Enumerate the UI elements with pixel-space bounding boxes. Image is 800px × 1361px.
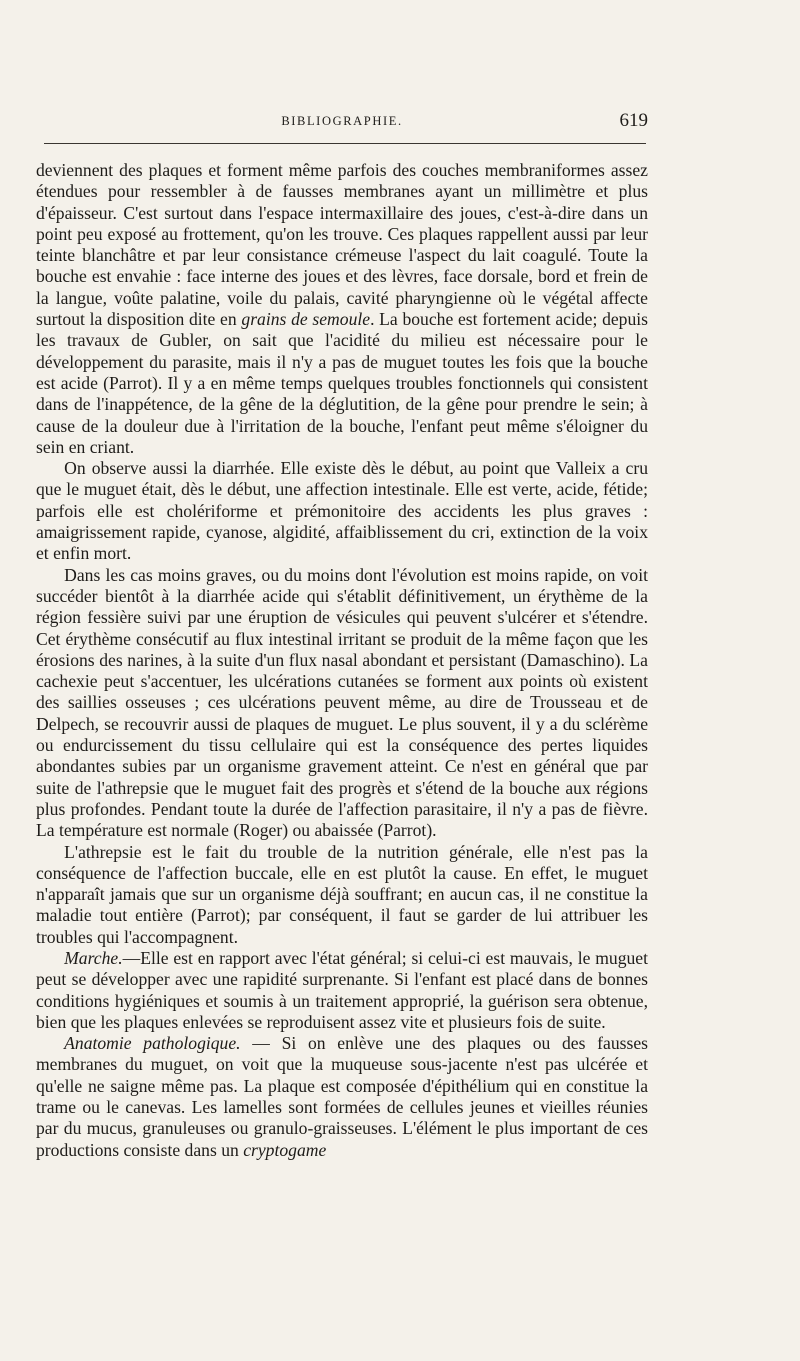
section-heading-italic: Marche.: [64, 947, 123, 968]
paragraph: [36, 1033, 648, 1161]
running-head: [36, 110, 648, 134]
page-number: 619: [619, 110, 648, 131]
paragraph-text: — Si on enlève une des plaques ou des fausses membranes du muguet, on voit que la muqueuse sous-jacente n'est pas ulcérée et qu'elle ne saigne même pas. La plaque est composée d'épithélium qui en constitue la trame ou le canevas. Les lamelles sont formées de cellules jeunes et vieilles réunies par du mucus, granuleuses ou granulo-graisseuses. L'élément le plus important de ces productions consiste dans un: [36, 1033, 648, 1160]
paragraph-text: L'athrepsie est le fait du trouble de la nutrition générale, elle n'est pas la conséquence de l'affection buccale, elle en est plutôt la cause. En effet, le muguet n'apparaît jamais que sur un organisme déjà souffrant; en aucun cas, il ne constitue la maladie tout entière (Parrot); par conséquent, il faut se garder de lui attribuer les troubles qui l'accompagnent.: [36, 841, 648, 947]
running-title: BIBLIOGRAPHIE.: [281, 114, 403, 128]
italic-term: cryptogame: [243, 1139, 327, 1160]
paragraph-text: . La bouche est fortement acide; depuis les travaux de Gubler, on sait que l'acidité du milieu est nécessaire pour le développement du parasite, mais il n'y a pas de muguet toutes les fois que la bouche est acide (Parrot). Il y a en même temps quelques troubles fonctionnels qui consistent dans de l'inappétence, de la gêne de la déglutition, de la gêne pour prendre le sein; à cause de la douleur due à l'irritation de la bouche, l'enfant peut même s'éloigner du sein en criant.: [36, 309, 648, 457]
paragraph-text: —Elle est en rapport avec l'état général; si celui-ci est mauvais, le muguet peut se développer avec une rapidité surprenante. Si l'enfant est placé dans de bonnes conditions hygiéniques et soumis à un traitement approprié, la guérison sera obtenue, bien que les plaques enlevées se reproduisent assez vite et plusieurs fois de suite.: [36, 947, 648, 1032]
paragraph: [36, 948, 648, 1033]
paragraph: [36, 565, 648, 842]
section-heading-italic: Anatomie pathologique.: [64, 1033, 241, 1054]
header-rule: [44, 143, 646, 144]
paragraph-text: deviennent des plaques et forment même parfois des couches membraniformes assez étendues pour ressembler à de fausses membranes ayant un millimètre et plus d'épaisseur. C'est surtout dans l'espace intermaxillaire des joues, c'est-à-dire dans un point peu exposé au frottement, qu'on les trouve. Ces plaques rappellent aussi par leur teinte blanchâtre et par leur consistance crémeuse l'aspect du lait coagulé. Toute la bouche est envahie : face interne des joues et des lèvres, face dorsale, bord et frein de la langue, voûte palatine, voile du palais, cavité pharyngienne où le végétal affecte surtout la disposition dite en: [36, 160, 648, 330]
paragraph: [36, 160, 648, 458]
paragraph-text: Dans les cas moins graves, ou du moins dont l'évolution est moins rapide, on voit succéder bientôt à la diarrhée acide qui s'établit définitivement, un érythème de la région fessière suivi par une éruption de vésicules qui peuvent s'ulcérer et s'étendre. Cet érythème consécutif au flux intestinal irritant se produit de la même façon que les érosions des narines, à la suite d'un flux nasal abondant et persistant (Damaschino). La cachexie peut s'accentuer, les ulcérations cutanées se forment aux points où existent des saillies osseuses ; ces ulcérations peuvent même, au dire de Trousseau et de Delpech, se recouvrir aussi de plaques de muguet. Le plus souvent, il y a du sclérème ou endurcissement du tissu cellulaire qui est la conséquence des pertes liquides abondantes subies par un organisme gravement atteint. Ce n'est en général que par suite de l'athrepsie que le muguet fait des progrès et s'étend de la bouche aux régions plus profondes. Pendant toute la durée de l'affection parasitaire, il n'y a pas de fièvre. La température est normale (Roger) ou abaissée (Parrot).: [36, 564, 648, 841]
paragraph-text: On observe aussi la diarrhée. Elle existe dès le début, au point que Valleix a cru que le muguet était, dès le début, une affection intestinale. Elle est verte, acide, fétide; parfois elle est cholériforme et prémonitoire des accidents les plus graves : amaigrissement rapide, cyanose, algidité, affaiblissement du cri, extinction de la voix et enfin mort.: [36, 458, 648, 564]
paragraph: [36, 458, 648, 564]
italic-term: grains de semoule: [241, 309, 371, 330]
paragraph: [36, 842, 648, 948]
body-text: [36, 160, 648, 1161]
